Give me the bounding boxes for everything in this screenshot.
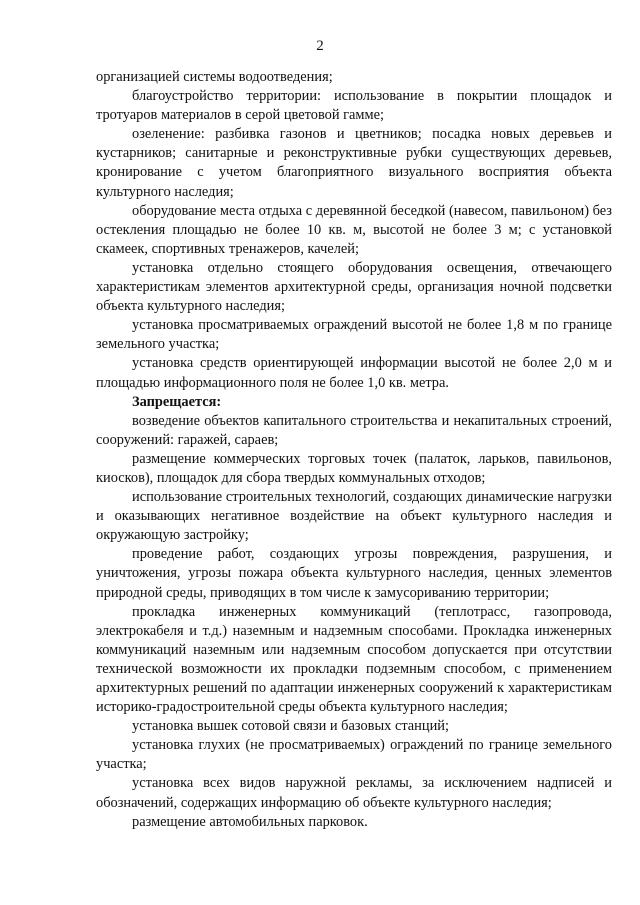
paragraph-prohibited-advertising: установка всех видов наружной рекламы, за исключением надписей и обозначений, содержащих информацию об объекте культурного наследия;: [96, 775, 612, 811]
paragraph-lighting: установка отдельно стоящего оборудования освещения, отвечающего характеристикам элементов архитектурной среды, организация ночной подсветки объекта культурного наследия;: [96, 259, 612, 315]
paragraph-prohibited-towers: установка вышек сотовой связи и базовых станций;: [132, 718, 449, 735]
paragraph-information-signs: установка средств ориентирующей информации высотой не более 2,0 м и площадью информационного поля не более 1,0 кв. метра.: [96, 355, 612, 391]
paragraph-prohibited-parking: размещение автомобильных парковок.: [132, 813, 368, 830]
document-body: [96, 68, 612, 832]
paragraph-landscaping: благоустройство территории: использование в покрытии площадок и тротуаров материалов в серой цветовой гамме;: [96, 88, 612, 124]
paragraph-prohibited-utilities: прокладка инженерных коммуникаций (теплотрасс, газопровода, электрокабеля и т.д.) наземным и надземным способами. Прокладка инженерных коммуникаций наземным или надземным способом допускается при отсутствии технической возможности их прокладки подземным способом, с применением архитектурных решений по адаптации инженерных сооружений к характеристикам историко-градостроительной среды объекта культурного наследия;: [96, 603, 612, 716]
paragraph-prohibited-technologies: использование строительных технологий, создающих динамические нагрузки и оказывающих негативное воздействие на объект культурного наследия и окружающую застройку;: [96, 489, 612, 544]
paragraph-prohibited-solid-fences: установка глухих (не просматриваемых) ограждений по границе земельного участка;: [96, 737, 612, 773]
paragraph-prohibited-hazardous-works: проведение работ, создающих угрозы повреждения, разрушения, и уничтожения, угрозы пожара объекта культурного наследия, ценных элементов природной среды, приводящих в том числе к замусориванию территории;: [96, 546, 612, 601]
heading-prohibited: Запрещается:: [132, 393, 222, 410]
paragraph-prohibited-construction: возведение объектов капитального строительства и некапитальных строений, сооружений: гаражей, сараев;: [96, 412, 612, 448]
paragraph-fencing: установка просматриваемых ограждений высотой не более 1,8 м по границе земельного участка;: [96, 317, 612, 353]
page-number: 2: [316, 38, 324, 54]
paragraph-continuation: организацией системы водоотведения;: [96, 69, 333, 85]
paragraph-rest-area: оборудование места отдыха с деревянной беседкой (навесом, павильоном) без остекления площадью не более 10 кв. м, высотой не более 3 м; с установкой скамеек, спортивных тренажеров, качелей;: [96, 202, 612, 257]
paragraph-prohibited-trade: размещение коммерческих торговых точек (палаток, ларьков, павильонов, киосков), площадок для сбора твердых коммунальных отходов;: [96, 450, 612, 486]
paragraph-greening: озеленение: разбивка газонов и цветников; посадка новых деревьев и кустарников; санитарные и реконструктивные рубки существующих деревьев, кронирование с учетом благоприятного визуального восприятия объекта культурного наследия;: [96, 126, 612, 200]
